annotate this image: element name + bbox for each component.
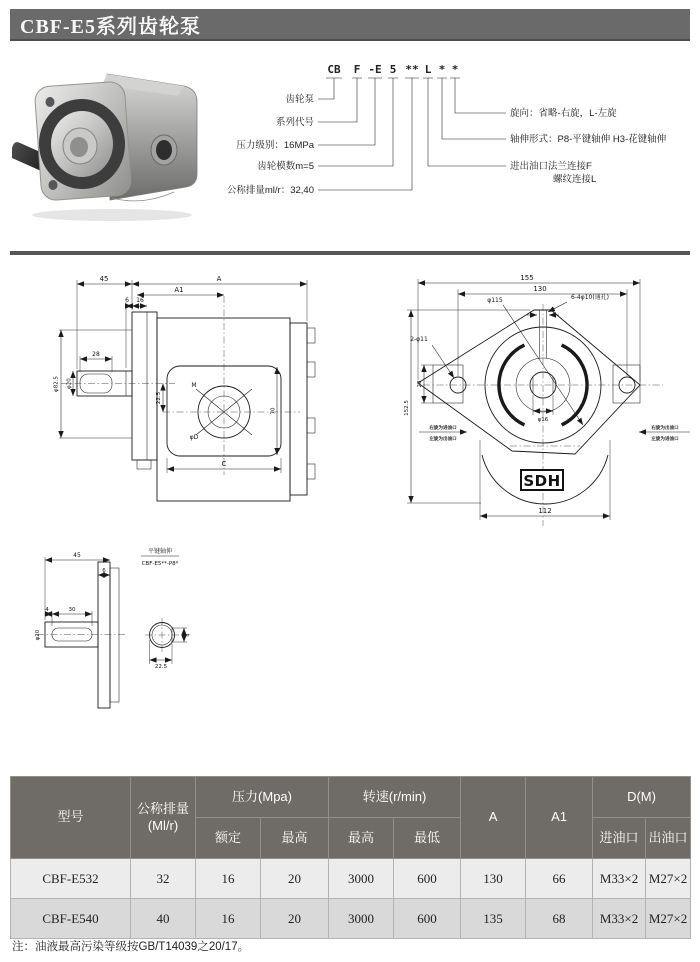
port-bore-label: φD	[189, 434, 199, 441]
cell-model: CBF-E540	[11, 899, 131, 939]
model-code-right-label: 轴伸形式：P8-平键轴伸 H3-花键轴伸	[510, 134, 667, 145]
code-token: L	[424, 63, 432, 76]
model-code-left-label: 齿轮模数m=5	[257, 161, 314, 172]
dimension-label: 45	[73, 552, 81, 559]
dimension-label: φ16	[537, 417, 549, 423]
front-view-drawing	[404, 274, 690, 526]
shaft-view-subtitle: CBF-E5**-P8*	[141, 561, 179, 567]
model-code-left-labels	[227, 93, 315, 196]
model-code-tokens	[327, 63, 458, 76]
dimension-label: A	[216, 275, 222, 283]
dimension-label: 2-φ11	[410, 336, 428, 343]
cell-min-speed: 600	[394, 899, 461, 939]
cell-outlet: M27×2	[646, 859, 691, 899]
col-header-pressure-rated: 额定	[196, 818, 261, 859]
cell-outlet: M27×2	[646, 899, 691, 939]
dimension-label: 4	[45, 607, 49, 613]
model-code-left-label: 齿轮泵	[285, 94, 314, 105]
table-row	[11, 859, 691, 899]
model-code-right-label: 进出油口法兰连接F	[510, 161, 592, 172]
model-code-left-label: 压力级别：16MPa	[236, 140, 314, 151]
table-row	[11, 899, 691, 939]
dimension-label: 6	[102, 568, 106, 574]
model-code-diagram	[200, 55, 700, 240]
cell-inlet: M33×2	[593, 859, 646, 899]
dimension-label: φ115	[487, 297, 503, 304]
engineering-drawings	[15, 268, 690, 763]
dimension-label: A1	[174, 286, 184, 294]
col-header-d: D(M)	[593, 777, 691, 818]
section-divider	[10, 251, 690, 255]
col-header-inlet: 进油口	[593, 818, 646, 859]
dimension-label: 6-4φ10(通孔)	[570, 294, 610, 301]
cell-model: CBF-E532	[11, 859, 131, 899]
col-header-model: 型号	[11, 777, 131, 859]
cell-a1: 66	[526, 859, 593, 899]
cell-rated-pressure: 16	[196, 899, 261, 939]
model-code-right-labels	[510, 107, 667, 185]
dimension-label: 28	[417, 380, 423, 388]
gear-pump-illustration	[12, 74, 197, 221]
cell-displacement: 32	[131, 859, 196, 899]
cell-rated-pressure: 16	[196, 859, 261, 899]
port-direction-note: 左旋为出油口	[429, 437, 457, 442]
model-code-right-label: 旋向：省略-右旋，L-左旋	[510, 108, 617, 119]
cell-displacement: 40	[131, 899, 196, 939]
cell-a: 130	[461, 859, 526, 899]
code-token: *	[438, 63, 446, 76]
dimension-label: 4	[185, 633, 192, 637]
code-token: -E	[368, 63, 382, 76]
dimension-label: 70	[270, 407, 277, 415]
port-direction-note: 右旋为进油口	[429, 426, 457, 431]
model-code-leader-lines	[318, 78, 506, 190]
model-code-left-label: 系列代号	[275, 117, 314, 128]
port-direction-note: 左旋为进油口	[651, 437, 679, 442]
col-header-outlet: 出油口	[646, 818, 691, 859]
cell-a: 135	[461, 899, 526, 939]
model-code-left-label: 公称排量ml/r：32,40	[226, 185, 314, 196]
cell-max-speed: 3000	[329, 859, 394, 899]
col-header-pressure: 压力(Mpa)	[196, 777, 329, 818]
page-title-bar	[10, 9, 690, 41]
dimension-label: φ82.5	[53, 376, 60, 392]
col-header-pressure-max: 最高	[261, 818, 329, 859]
col-header-displacement-line2: (Ml/r)	[147, 817, 179, 833]
dimension-label: 28	[92, 351, 100, 358]
cell-min-speed: 600	[394, 859, 461, 899]
col-header-a: A	[461, 777, 526, 859]
dimension-label: 22.5	[156, 391, 162, 405]
cell-a1: 68	[526, 899, 593, 939]
footnote: 注：油液最高污染等级按GB/T14039之20/17。	[12, 941, 250, 953]
shaft-view-title: 平键轴伸	[147, 548, 173, 555]
code-token: *	[451, 63, 459, 76]
code-token: F	[353, 63, 361, 76]
col-header-speed: 转速(r/min)	[329, 777, 461, 818]
dimension-label: 130	[533, 285, 547, 293]
dimension-label: 45	[99, 275, 109, 283]
col-header-speed-max: 最高	[329, 818, 394, 859]
code-token: CB	[327, 63, 341, 76]
shaft-detail-drawing	[35, 547, 192, 708]
cell-max-pressure: 20	[261, 859, 329, 899]
col-header-a1: A1	[526, 777, 593, 859]
side-view-drawing	[54, 275, 316, 501]
code-token: 5	[389, 63, 397, 76]
sdh-logo: SDH	[523, 472, 561, 490]
code-token: **	[405, 63, 419, 76]
dimension-label: C	[221, 460, 227, 468]
dimension-label: 30	[68, 607, 76, 613]
dimension-label: φ20	[66, 378, 73, 389]
dimension-label: 155	[520, 274, 534, 282]
dimension-label: 112	[538, 507, 552, 515]
port-thread-label: M	[191, 382, 197, 389]
dimension-label: 6	[125, 297, 129, 304]
dimension-label: φ20	[35, 629, 41, 641]
cell-max-speed: 3000	[329, 899, 394, 939]
cell-inlet: M33×2	[593, 899, 646, 939]
model-code-right-label: 螺纹连接L	[553, 174, 597, 185]
page-title: CBF-E5系列齿轮泵	[20, 15, 201, 38]
dimension-label: 16	[136, 297, 144, 304]
col-header-displacement-line1: 公称排量	[136, 801, 189, 817]
port-direction-note: 右旋为出油口	[651, 426, 679, 431]
col-header-displacement	[131, 777, 196, 859]
product-photo	[12, 58, 217, 226]
col-header-speed-min: 最低	[394, 818, 461, 859]
cell-max-pressure: 20	[261, 899, 329, 939]
spec-table	[10, 776, 691, 939]
dimension-label: 152.5	[404, 400, 410, 416]
dimension-label: 22.5	[154, 664, 168, 670]
